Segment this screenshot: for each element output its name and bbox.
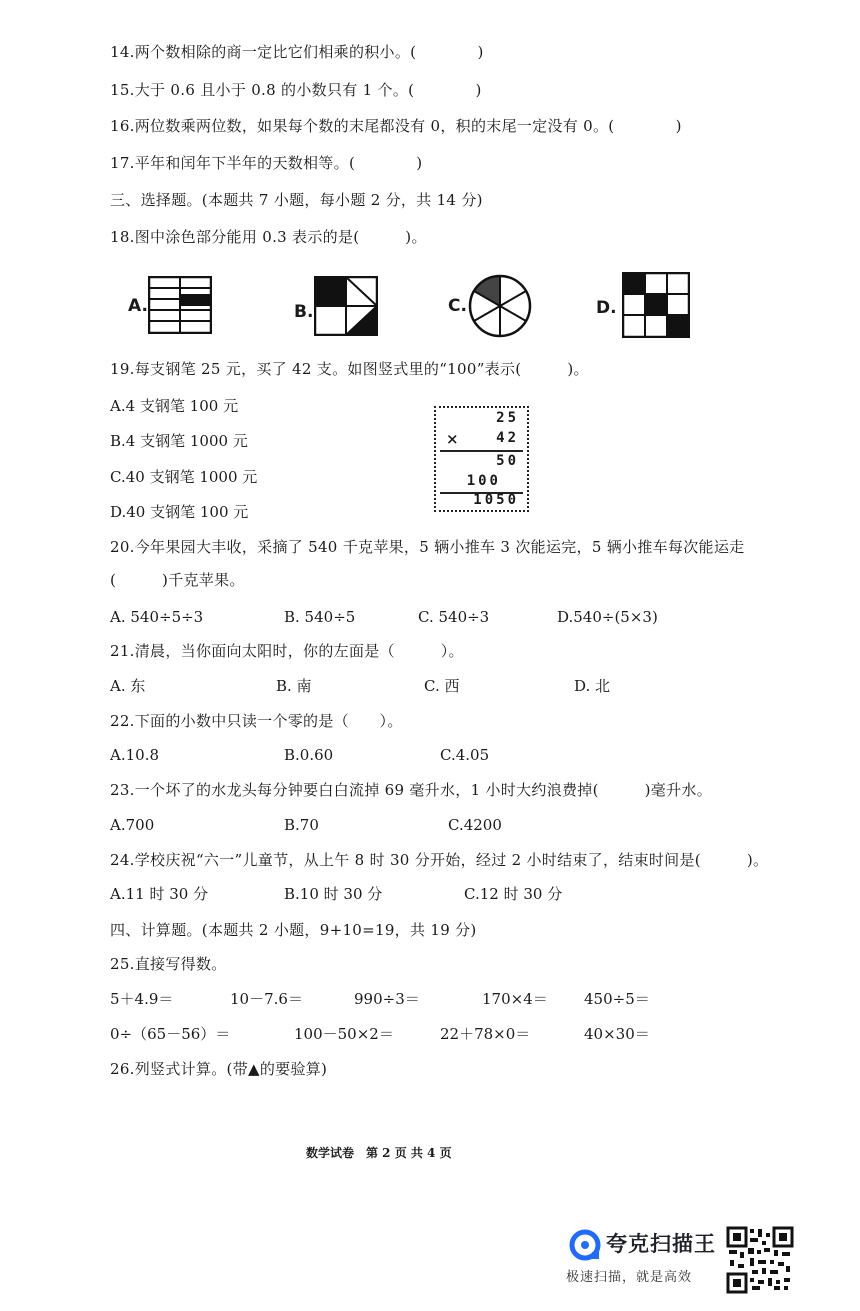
q19-option-d: D.40 支钢笔 100 元 — [110, 503, 249, 521]
question-17: 17.平年和闰年下半年的天数相等。( ) — [110, 154, 423, 172]
calc-row-partial-1: 50 — [496, 453, 519, 469]
calc-row-partial-2: 100 — [466, 473, 501, 489]
question-16: 16.两位数乘两位数，如果每个数的末尾都没有 0，积的末尾一定没有 0。( ) — [110, 117, 682, 135]
vertical-calculation-box — [434, 406, 529, 512]
option-b-label: B. — [294, 302, 314, 322]
checker-grid-figure — [622, 272, 690, 338]
calc-row-product: 1050 — [473, 492, 519, 508]
question-23: 23.一个坏了的水龙头每分钟要白白流掉 69 毫升水，1 小时大约浪费掉( )毫升水。 — [110, 781, 712, 799]
q23-option-a: A.700 — [110, 816, 155, 834]
page-footer: 数学试卷 第 2 页 共 4 页 — [306, 1146, 452, 1160]
brand-name: 夸克扫描王 — [606, 1232, 716, 1256]
calc-multiply-sign: × — [446, 430, 459, 448]
option-d-label: D. — [596, 298, 617, 318]
q19-option-c: C.40 支钢笔 1000 元 — [110, 468, 258, 486]
q24-option-b: B.10 时 30 分 — [284, 885, 383, 903]
calc-item: 450÷5＝ — [584, 990, 650, 1008]
q20-option-d: D.540÷(5×3) — [557, 608, 658, 626]
calc-item: 990÷3＝ — [354, 990, 420, 1008]
section-3-title: 三、选择题。(本题共 7 小题，每小题 2 分，共 14 分) — [110, 191, 483, 209]
calc-item: 100－50×2＝ — [294, 1025, 394, 1043]
question-14: 14.两个数相除的商一定比它们相乘的积小。( ) — [110, 43, 484, 61]
q20-option-b: B. 540÷5 — [284, 608, 356, 626]
grid-shading-figure — [148, 276, 212, 334]
calc-item: 170×4＝ — [482, 990, 548, 1008]
q20-option-c: C. 540÷3 — [418, 608, 490, 626]
option-c-label: C. — [448, 296, 467, 316]
calc-item: 10－7.6＝ — [230, 990, 303, 1008]
question-20-line-2: ( )千克苹果。 — [110, 571, 245, 589]
question-20-line-1: 20.今年果园大丰收，采摘了 540 千克苹果，5 辆小推车 3 次能运完，5 辆小推车每次能运走 — [110, 538, 745, 556]
question-21: 21.清晨，当你面向太阳时，你的左面是（ ）。 — [110, 642, 464, 660]
calc-item: 0÷（65－56）＝ — [110, 1025, 231, 1043]
brand-slogan: 极速扫描，就是高效 — [566, 1270, 693, 1285]
q21-option-a: A. 东 — [110, 677, 146, 695]
section-4-title: 四、计算题。(本题共 2 小题，9+10=19，共 19 分) — [110, 921, 477, 939]
q22-option-a: A.10.8 — [110, 746, 159, 764]
q19-option-b: B.4 支钢笔 1000 元 — [110, 432, 248, 450]
calc-row-multiplier: 42 — [496, 430, 519, 446]
question-25: 25.直接写得数。 — [110, 955, 227, 973]
quark-logo-icon — [568, 1228, 602, 1262]
q21-option-d: D. 北 — [574, 677, 611, 695]
calc-item: 22＋78×0＝ — [440, 1025, 531, 1043]
qr-code-icon — [726, 1226, 794, 1294]
q22-option-b: B.0.60 — [284, 746, 334, 764]
circle-sectors-figure — [468, 274, 532, 338]
q23-option-c: C.4200 — [448, 816, 502, 834]
square-quarter-figure — [314, 276, 378, 336]
option-a-label: A. — [128, 296, 148, 316]
question-22: 22.下面的小数中只读一个零的是（ ）。 — [110, 712, 403, 730]
q20-option-a: A. 540÷5÷3 — [110, 608, 204, 626]
calc-item: 5＋4.9＝ — [110, 990, 174, 1008]
q19-option-a: A.4 支钢笔 100 元 — [110, 397, 239, 415]
question-18: 18.图中涂色部分能用 0.3 表示的是( )。 — [110, 228, 427, 246]
q21-option-b: B. 南 — [276, 677, 312, 695]
q21-option-c: C. 西 — [424, 677, 460, 695]
question-24: 24.学校庆祝“六一”儿童节，从上午 8 时 30 分开始，经过 2 小时结束了，结束时间是( )。 — [110, 851, 769, 869]
calc-row-multiplicand: 25 — [496, 410, 519, 426]
q24-option-c: C.12 时 30 分 — [464, 885, 563, 903]
q23-option-b: B.70 — [284, 816, 319, 834]
calc-rule-1 — [440, 450, 523, 452]
question-19: 19.每支钢笔 25 元，买了 42 支。如图竖式里的“100”表示( )。 — [110, 360, 589, 378]
scanner-brand-badge — [562, 1222, 722, 1294]
q22-option-c: C.4.05 — [440, 746, 490, 764]
question-15: 15.大于 0.6 且小于 0.8 的小数只有 1 个。( ) — [110, 81, 482, 99]
question-26: 26.列竖式计算。(带▲的要验算) — [110, 1060, 328, 1078]
q24-option-a: A.11 时 30 分 — [110, 885, 209, 903]
calc-item: 40×30＝ — [584, 1025, 650, 1043]
